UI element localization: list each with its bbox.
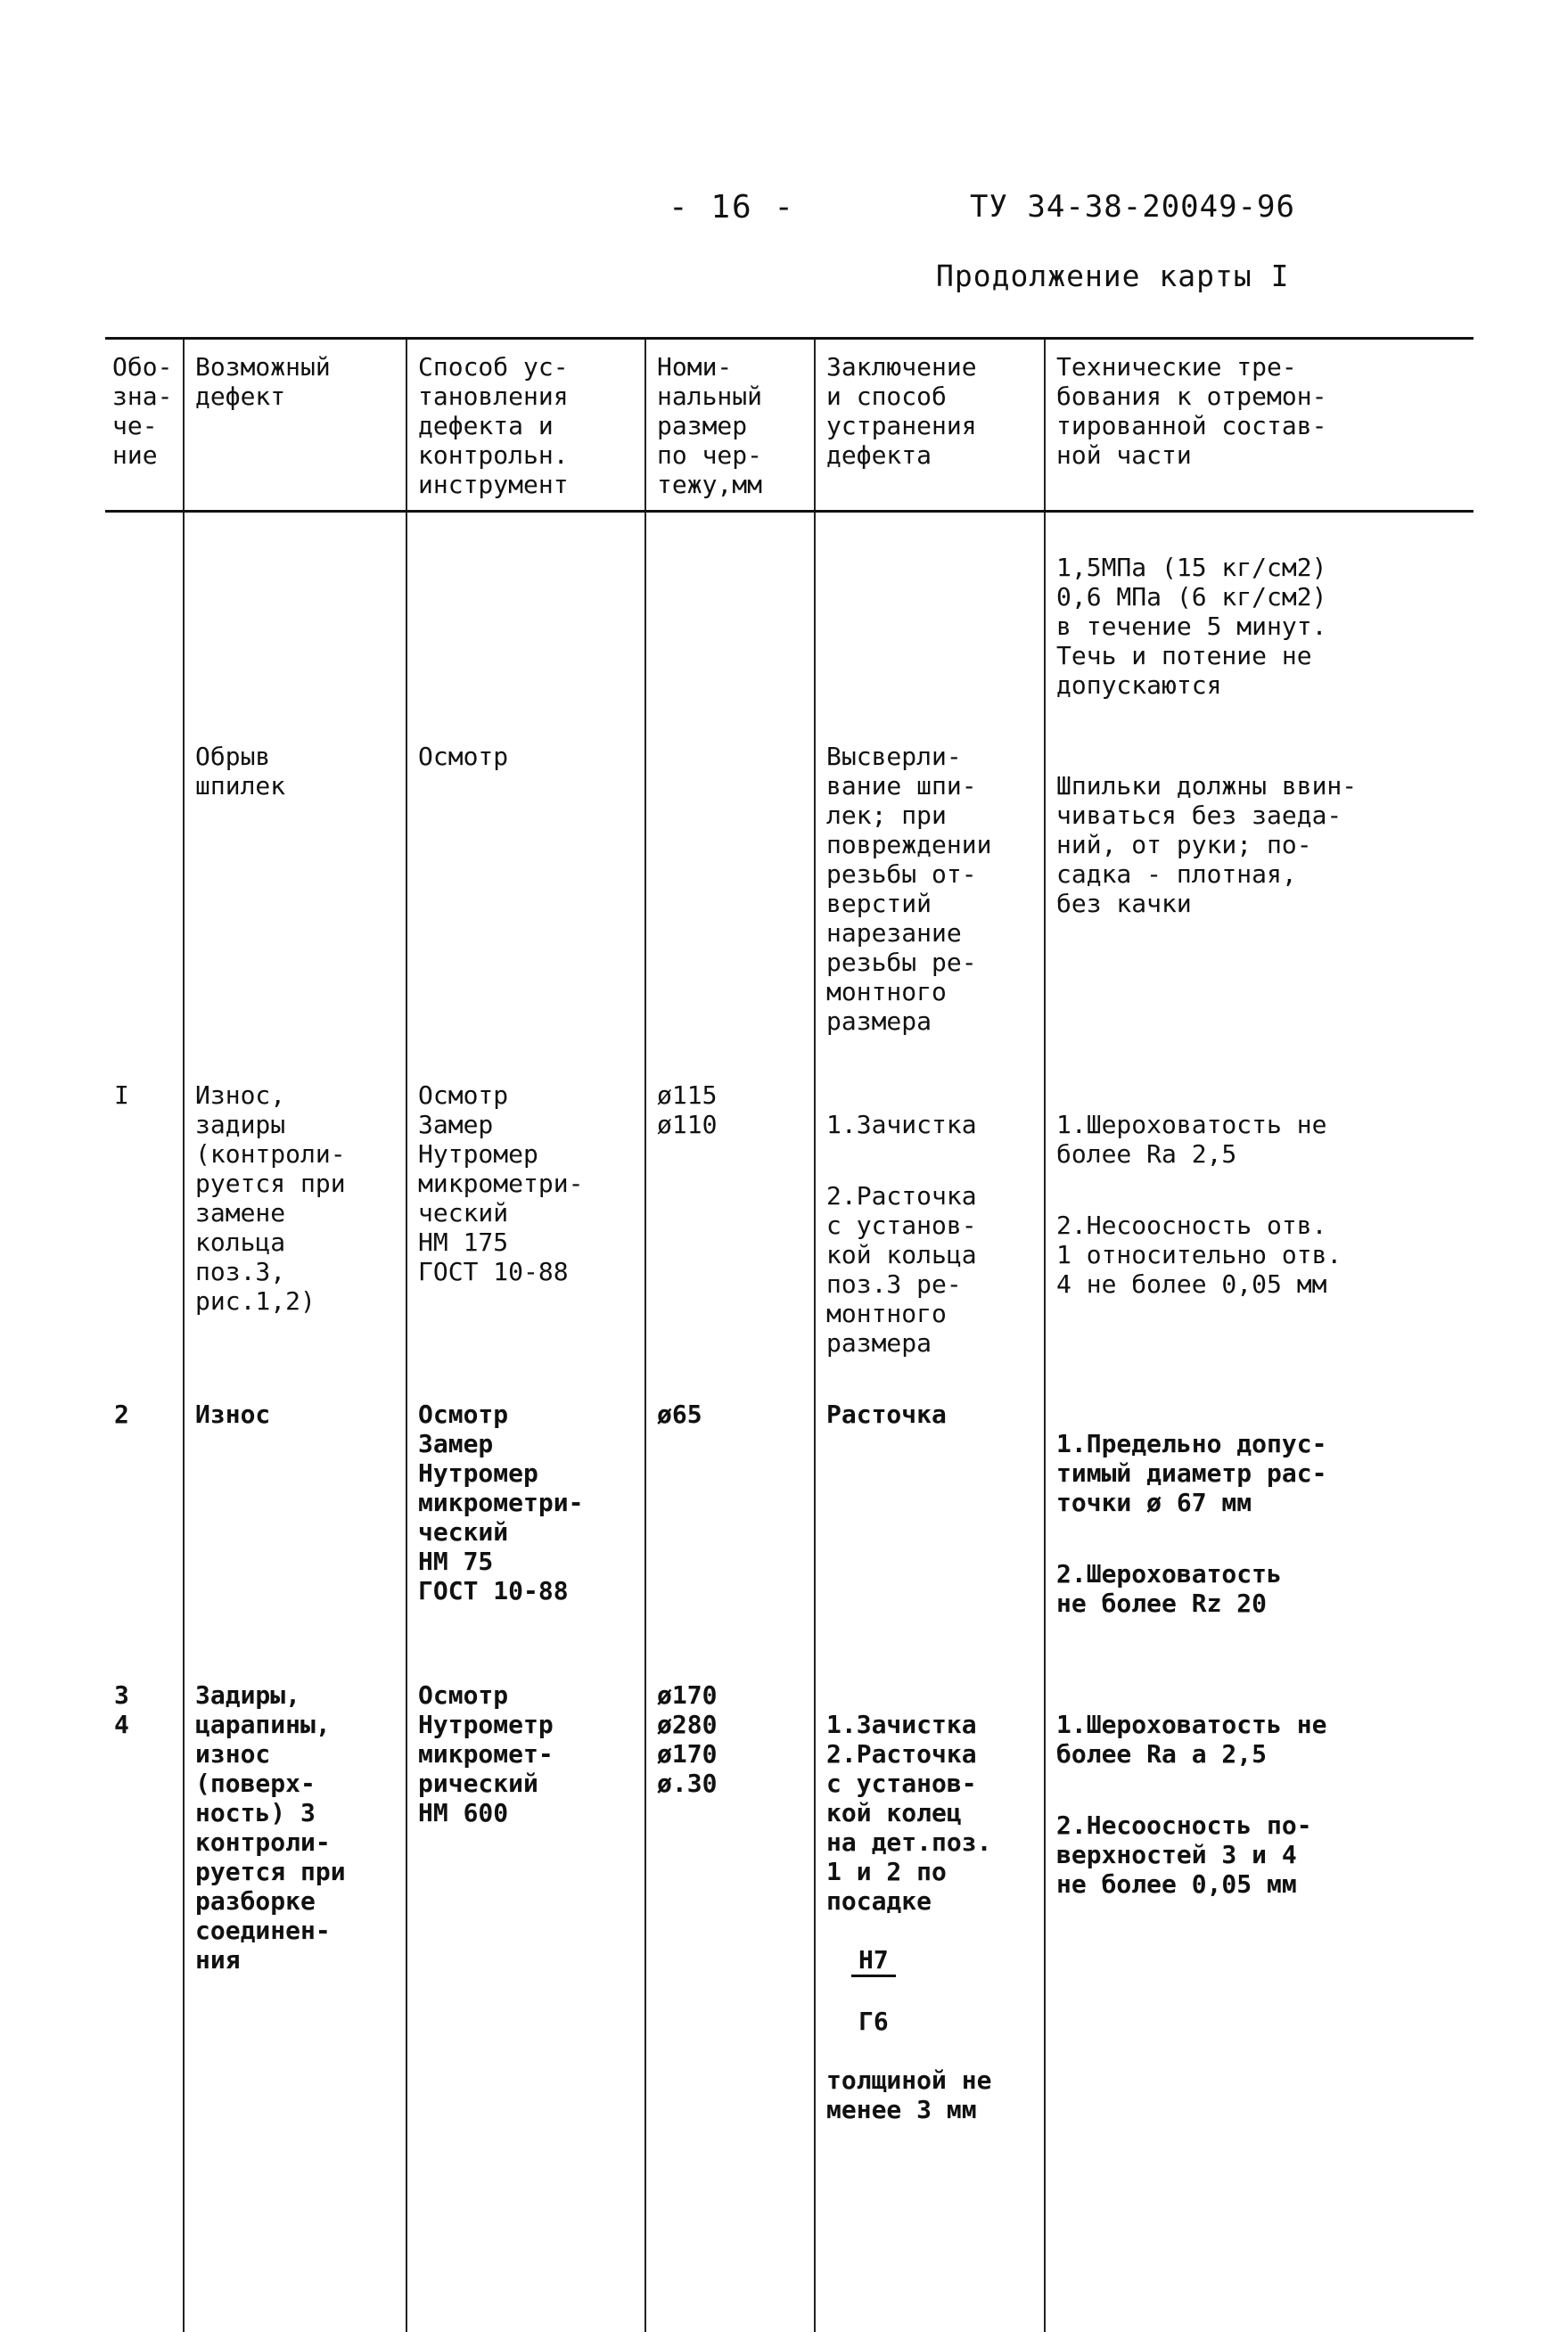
conclusion-text: толщиной не менее 3 мм — [826, 2065, 992, 2124]
method-cell: Осмотр Замер Нутромер микрометри- ческий НМ 175 ГОСТ 10-88 — [406, 1080, 645, 1400]
column-header-defect: Возможный дефект — [184, 339, 406, 512]
spacer-cell — [645, 2154, 815, 2332]
conclusion-cell — [815, 1680, 1045, 2154]
nominal-size-cell: ø170 ø280 ø170 ø.30 — [645, 1680, 815, 2154]
conclusion-item: 2.Расточка с установ- кой кольца поз.3 ре- монтного размера — [826, 1181, 977, 1358]
column-header-requirements: Технические тре- бования к отремон- тированной состав- ной части — [1045, 339, 1474, 512]
nominal-size-cell: ø65 — [645, 1400, 815, 1680]
designation-cell: 2 — [114, 1400, 129, 1429]
spacer-cell — [406, 2154, 645, 2332]
requirement-text: 1.Предельно допус- тимый диаметр рас- точки ø 67 мм — [1056, 1429, 1327, 1517]
requirements-cell — [1045, 1400, 1474, 1680]
conclusion-cell — [815, 512, 1045, 743]
designation-cell — [105, 742, 184, 1080]
table-row — [105, 742, 1474, 1080]
table-spacer-row — [105, 2154, 1474, 2332]
requirement-text: 1,5МПа (15 кг/см2) 0,6 МПа (6 кг/см2) в течение 5 минут. Течь и потение не допускаются — [1056, 553, 1327, 700]
column-header-designation: Обо- зна- че- ние — [105, 339, 184, 512]
conclusion-cell: Расточка — [815, 1400, 1045, 1680]
defect-map-table — [105, 337, 1474, 2332]
method-cell: Осмотр Замер Нутромер микрометри- ческий НМ 75 ГОСТ 10-88 — [406, 1400, 645, 1680]
requirements-cell — [1045, 1080, 1474, 1400]
designation-cell — [105, 512, 184, 743]
conclusion-item: 1.Зачистка — [826, 1110, 977, 1139]
document-code: ТУ 34-38-20049-96 — [970, 189, 1295, 225]
spacer-cell — [1045, 2154, 1474, 2332]
continuation-caption: Продолжение карты I — [936, 259, 1290, 293]
requirements-cell — [1045, 1680, 1474, 2154]
table-row — [105, 1080, 1474, 1400]
requirement-text: 2.Несоосность отв. 1 относительно отв. 4 не более 0,05 мм — [1056, 1211, 1342, 1299]
requirement-text: Шпильки должны ввин- чиваться без заеда- ний, от руки; по- садка - плотная, без качки — [1056, 771, 1358, 918]
fit-denominator: Г6 — [858, 2007, 889, 2036]
table-header-row — [105, 339, 1474, 512]
defect-cell: Обрыв шпилек — [184, 742, 406, 1080]
nominal-size-cell — [645, 512, 815, 743]
spacer-cell — [815, 2154, 1045, 2332]
table-row — [105, 1400, 1474, 1680]
column-header-method: Способ ус- тановления дефекта и контрольн. инструмент — [406, 339, 645, 512]
defect-map-table-container — [105, 337, 1474, 2332]
requirements-cell — [1045, 742, 1474, 1080]
method-cell — [406, 512, 645, 743]
requirement-text: 2.Шероховатость не более Rz 20 — [1056, 1559, 1282, 1618]
designation-cell: I — [114, 1080, 129, 1110]
spacer-cell — [184, 2154, 406, 2332]
page-header — [0, 0, 1568, 339]
fit-fraction — [851, 1916, 896, 2065]
defect-cell: Износ — [184, 1400, 406, 1680]
requirement-text: 1.Шероховатость не более Ra 2,5 — [1056, 1110, 1327, 1169]
table-row — [105, 1680, 1474, 2154]
table-row — [105, 512, 1474, 743]
conclusion-cell — [815, 1080, 1045, 1400]
requirements-cell — [1045, 512, 1474, 743]
requirement-text: 2.Несоосность по- верхностей 3 и 4 не более 0,05 мм — [1056, 1811, 1312, 1899]
nominal-size-cell — [645, 742, 815, 1080]
column-header-nominal-size: Номи- нальный размер по чер- тежу,мм — [645, 339, 815, 512]
defect-cell: Износ, задиры (контроли- руется при замене кольца поз.3, рис.1,2) — [184, 1080, 406, 1400]
nominal-size-cell: ø115 ø110 — [645, 1080, 815, 1400]
defect-cell — [184, 512, 406, 743]
fit-numerator: H7 — [851, 1945, 896, 1977]
conclusion-text: 1.Зачистка 2.Расточка с установ- кой колец на дет.поз. 1 и 2 по посадке — [826, 1710, 992, 1916]
method-cell: Осмотр — [406, 742, 645, 1080]
defect-cell: Задиры, царапины, износ (поверх- ность) 3 контроли- руется при разборке соединен- ния — [184, 1680, 406, 2154]
designation-cell: 3 4 — [114, 1680, 129, 1739]
conclusion-cell: Высверли- вание шпи- лек; при повреждении резьбы от- верстий нарезание резьбы ре- монтного размера — [815, 742, 1045, 1080]
spacer-cell — [105, 2154, 184, 2332]
page-number: - 16 - — [669, 189, 796, 226]
column-header-conclusion: Заключение и способ устранения дефекта — [815, 339, 1045, 512]
method-cell: Осмотр Нутрометр микромет- рический НМ 600 — [406, 1680, 645, 2154]
requirement-text: 1.Шероховатость не более Ra а 2,5 — [1056, 1710, 1327, 1769]
